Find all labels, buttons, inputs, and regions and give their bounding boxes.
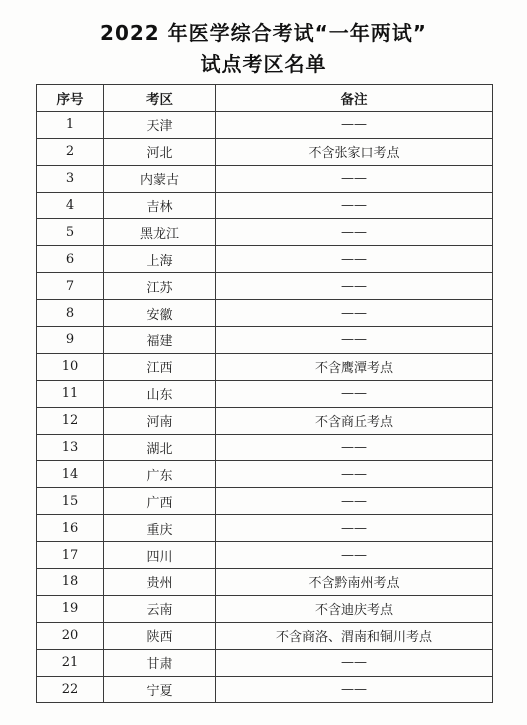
row-remark: —— bbox=[216, 380, 493, 407]
row-serial-number: 21 bbox=[37, 649, 104, 676]
row-remark: 不含张家口考点 bbox=[216, 138, 493, 165]
row-region-name: 广西 bbox=[104, 488, 216, 515]
table-row bbox=[37, 622, 493, 649]
row-region-name: 湖北 bbox=[104, 434, 216, 461]
row-serial-number: 7 bbox=[37, 273, 104, 300]
table-row bbox=[37, 192, 493, 219]
header-remarks: 备注 bbox=[216, 85, 493, 112]
document-title: 2022 年医学综合考试“一年两试” bbox=[100, 21, 427, 45]
row-remark: 不含黔南州考点 bbox=[216, 569, 493, 596]
row-serial-number: 9 bbox=[37, 327, 104, 354]
row-serial-number: 11 bbox=[37, 380, 104, 407]
table-row bbox=[37, 273, 493, 300]
row-serial-number: 12 bbox=[37, 407, 104, 434]
row-remark: —— bbox=[216, 273, 493, 300]
row-remark: —— bbox=[216, 649, 493, 676]
table-row bbox=[37, 434, 493, 461]
row-serial-number: 2 bbox=[37, 138, 104, 165]
row-region-name: 安徽 bbox=[104, 300, 216, 327]
table-row bbox=[37, 353, 493, 380]
row-region-name: 江西 bbox=[104, 353, 216, 380]
row-serial-number: 6 bbox=[37, 246, 104, 273]
header-serial-number: 序号 bbox=[37, 85, 104, 112]
table-row bbox=[37, 165, 493, 192]
table-row bbox=[37, 461, 493, 488]
row-serial-number: 8 bbox=[37, 300, 104, 327]
row-region-name: 上海 bbox=[104, 246, 216, 273]
table-body bbox=[37, 111, 493, 703]
row-region-name: 贵州 bbox=[104, 569, 216, 596]
row-remark: —— bbox=[216, 434, 493, 461]
row-serial-number: 3 bbox=[37, 165, 104, 192]
row-region-name: 天津 bbox=[104, 111, 216, 138]
row-remark: 不含迪庆考点 bbox=[216, 595, 493, 622]
row-remark: —— bbox=[216, 300, 493, 327]
row-serial-number: 1 bbox=[37, 111, 104, 138]
row-remark: 不含商洛、渭南和铜川考点 bbox=[216, 622, 493, 649]
table-row bbox=[37, 676, 493, 703]
table-row bbox=[37, 407, 493, 434]
row-region-name: 陕西 bbox=[104, 622, 216, 649]
row-region-name: 内蒙古 bbox=[104, 165, 216, 192]
table-row bbox=[37, 327, 493, 354]
row-serial-number: 19 bbox=[37, 595, 104, 622]
row-remark: —— bbox=[216, 192, 493, 219]
row-region-name: 河南 bbox=[104, 407, 216, 434]
table-row bbox=[37, 488, 493, 515]
row-serial-number: 18 bbox=[37, 569, 104, 596]
row-region-name: 重庆 bbox=[104, 515, 216, 542]
table-row bbox=[37, 300, 493, 327]
row-remark: —— bbox=[216, 246, 493, 273]
row-region-name: 江苏 bbox=[104, 273, 216, 300]
row-serial-number: 14 bbox=[37, 461, 104, 488]
row-remark: 不含鹰潭考点 bbox=[216, 353, 493, 380]
table-row bbox=[37, 111, 493, 138]
row-serial-number: 13 bbox=[37, 434, 104, 461]
table-row bbox=[37, 515, 493, 542]
row-serial-number: 20 bbox=[37, 622, 104, 649]
table-row bbox=[37, 138, 493, 165]
row-serial-number: 15 bbox=[37, 488, 104, 515]
row-remark: —— bbox=[216, 327, 493, 354]
row-serial-number: 5 bbox=[37, 219, 104, 246]
row-remark: —— bbox=[216, 676, 493, 703]
table-header-row bbox=[37, 85, 493, 112]
row-region-name: 甘肃 bbox=[104, 649, 216, 676]
row-region-name: 吉林 bbox=[104, 192, 216, 219]
table-row bbox=[37, 649, 493, 676]
row-remark: 不含商丘考点 bbox=[216, 407, 493, 434]
row-remark: —— bbox=[216, 111, 493, 138]
row-serial-number: 10 bbox=[37, 353, 104, 380]
row-region-name: 河北 bbox=[104, 138, 216, 165]
row-region-name: 宁夏 bbox=[104, 676, 216, 703]
row-remark: —— bbox=[216, 165, 493, 192]
row-region-name: 四川 bbox=[104, 542, 216, 569]
table-row bbox=[37, 595, 493, 622]
row-region-name: 山东 bbox=[104, 380, 216, 407]
row-remark: —— bbox=[216, 488, 493, 515]
row-remark: —— bbox=[216, 515, 493, 542]
row-serial-number: 4 bbox=[37, 192, 104, 219]
table-row bbox=[37, 542, 493, 569]
pilot-region-table bbox=[36, 84, 493, 703]
row-serial-number: 22 bbox=[37, 676, 104, 703]
table-row bbox=[37, 569, 493, 596]
header-region: 考区 bbox=[104, 85, 216, 112]
table-row bbox=[37, 380, 493, 407]
row-region-name: 云南 bbox=[104, 595, 216, 622]
row-remark: —— bbox=[216, 461, 493, 488]
row-remark: —— bbox=[216, 219, 493, 246]
row-region-name: 黑龙江 bbox=[104, 219, 216, 246]
table-row bbox=[37, 219, 493, 246]
document-subtitle: 试点考区名单 bbox=[200, 52, 327, 76]
row-region-name: 广东 bbox=[104, 461, 216, 488]
row-remark: —— bbox=[216, 542, 493, 569]
table-row bbox=[37, 246, 493, 273]
row-serial-number: 17 bbox=[37, 542, 104, 569]
row-region-name: 福建 bbox=[104, 327, 216, 354]
row-serial-number: 16 bbox=[37, 515, 104, 542]
